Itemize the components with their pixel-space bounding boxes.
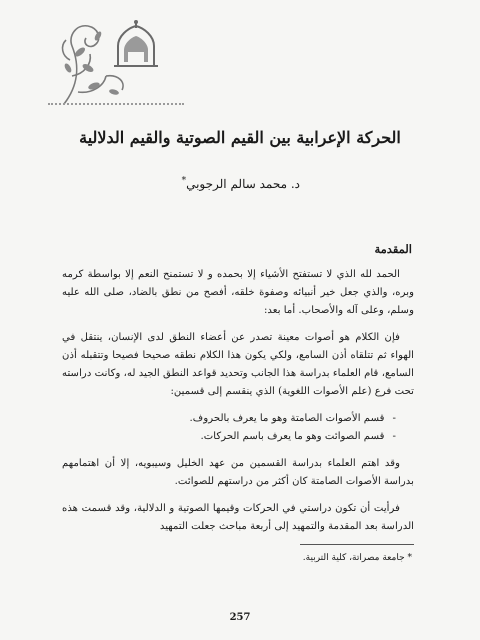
footnote-divider — [300, 544, 414, 545]
floral-mosque-ornament-icon — [58, 16, 164, 108]
paragraph: فإن الكلام هو أصوات معينة تصدر عن أعضاء النطق لدى الإنسان، ينتقل في الهواء ثم تتلقاه أذن السامع، ولكي يكون هذا الكلام نطقه صحيحا فصيحا وتتقبله أذن السامع، قام العلماء بدراسة هذا الجانب وتحديد قواعد النطق الجيد له، وكانت دراسته تحت فرع (علم الأصوات اللغوية) الذي ينقسم إلى قسمين: — [62, 332, 414, 397]
author-name-text: د. محمد سالم الرجوبي — [186, 177, 300, 191]
paragraph: وقد اهتم العلماء بدراسة القسمين من عهد الخليل وسيبويه، إلا أن اهتمامهم بدراسة الأصوات الصامتة كان أكثر من دراستهم للصوائت. — [62, 458, 414, 487]
author-footnote-mark: * — [181, 176, 187, 186]
bullet-list — [62, 410, 414, 446]
section-heading: المقدمة — [374, 242, 412, 256]
author-name — [182, 176, 300, 191]
list-item: - قسم الصوائت وهو ما يعرف باسم الحركات. — [62, 428, 396, 446]
decorative-dotted-rule — [48, 103, 184, 107]
body-text — [62, 266, 414, 545]
paragraph: فرأيت أن تكون دراستي في الحركات وقيمها الصوتية و الدلالية، وقد قسمت هذه الدراسة بعد المقدمة والتمهيد إلى أربعة مباحث جعلت التمهيد — [62, 503, 414, 532]
article-title: الحركة الإعرابية بين القيم الصوتية والقيم الدلالية — [79, 128, 401, 147]
paragraph: الحمد لله الذي لا تستفتح الأشياء إلا بحمده و لا تستمنح النعم إلا بواسطة كرمه وبره، والذي جعل خير أنبيائه وصفوة خلقه، أفصح من نطق بالضاد، صلى الله عليه وسلم، وعلى آله والأصحاب. أما بعد: — [62, 269, 414, 316]
footnote: * جامعة مصراتة، كلية التربية. — [302, 553, 412, 563]
list-item: - قسم الأصوات الصامتة وهو ما يعرف بالحروف. — [62, 410, 396, 428]
page-number: 257 — [229, 612, 251, 623]
